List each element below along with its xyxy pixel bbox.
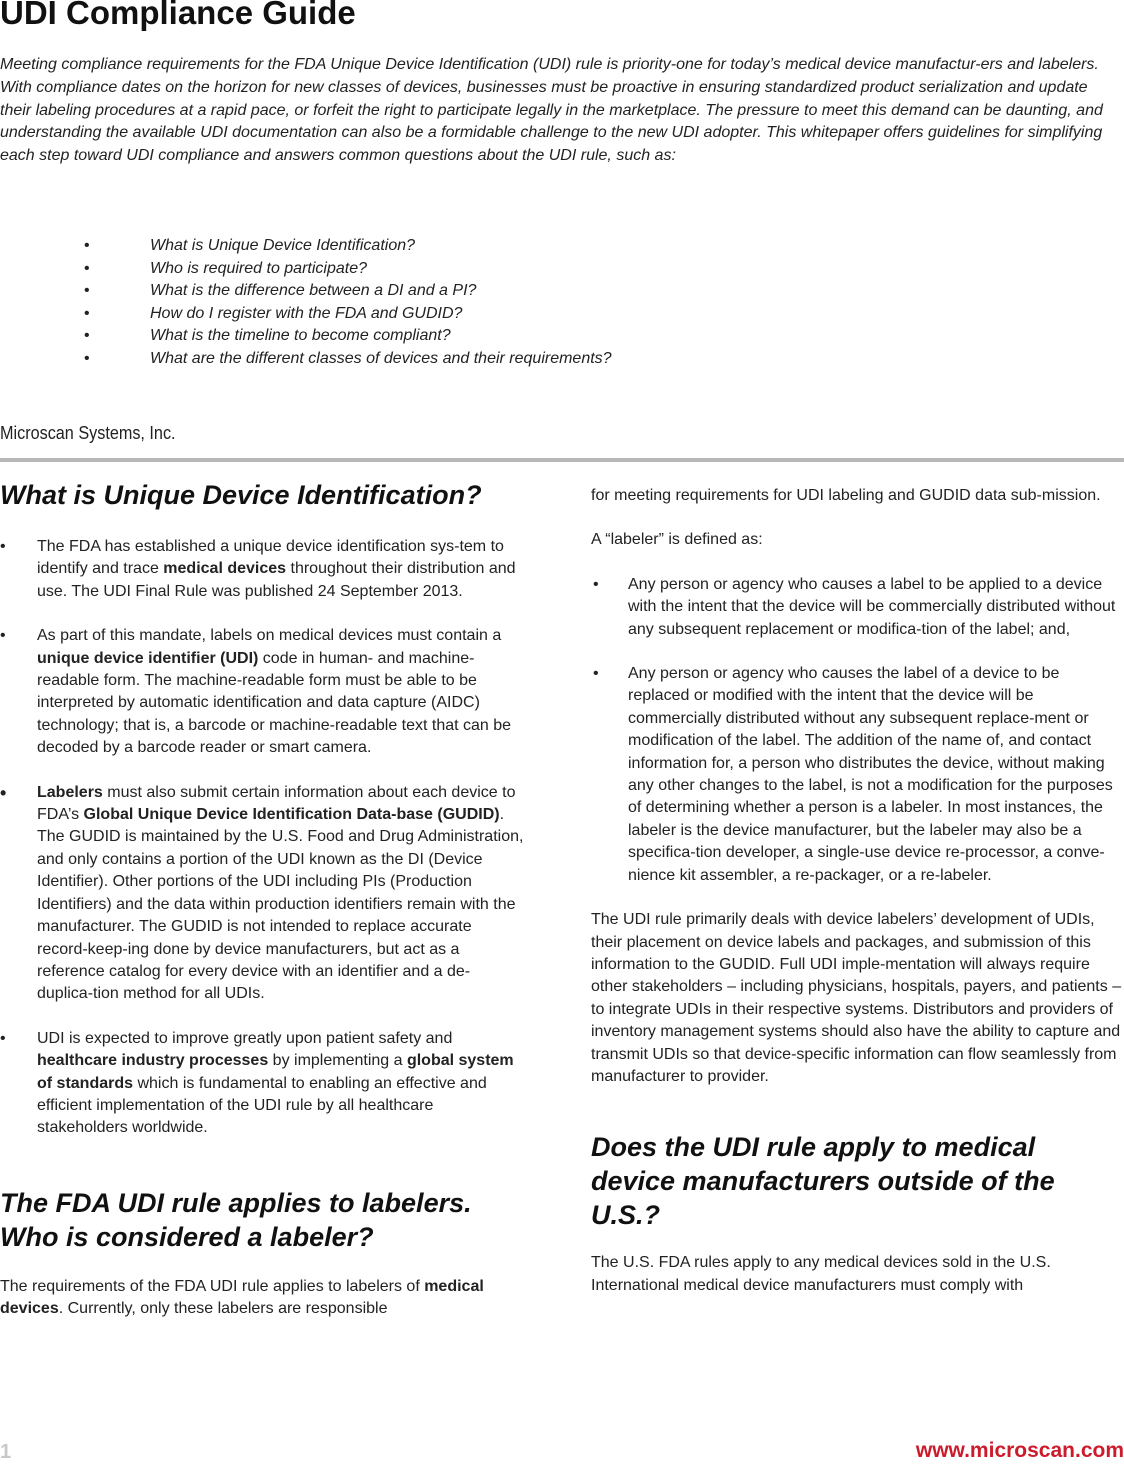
bullet-icon: • bbox=[84, 304, 90, 322]
intro-question-item bbox=[0, 325, 612, 348]
list-item bbox=[0, 625, 525, 759]
list-item-text: by implementing a bbox=[268, 1052, 407, 1070]
list-item-text: . The GUDID is maintained by the U.S. Food and Drug Administration, and only contains a portion of the UDI known as the DI (Device Identifier). Other portions of the UDI including PIs (Production Identifiers) and the data within production identifiers remain with the manufacturer. The GUDID is not intended to replace accurate record-keep-ing done by device manufacturers, but act as a reference catalog for every device with an identifier and a de-duplica-tion method for all UDIs. bbox=[37, 806, 524, 1003]
intro-question-item bbox=[0, 235, 612, 258]
left-column bbox=[0, 478, 525, 1321]
intro-question-item bbox=[0, 303, 612, 326]
website-link[interactable]: www.microscan.com bbox=[915, 1439, 1124, 1462]
right-column bbox=[591, 485, 1124, 1297]
bullet-icon: • bbox=[84, 282, 90, 300]
list-item-text: The FDA has established a unique device identification sys-tem to identify and trace bbox=[37, 538, 504, 578]
bullet-icon: • bbox=[0, 1029, 6, 1047]
labeler-definition-intro: A “labeler” is defined as: bbox=[591, 531, 763, 549]
intro-question-item bbox=[0, 348, 612, 371]
list-item-text: Any person or agency who causes the label of a device to be replaced or modified with the intent that the device will be commercially distributed without any subsequent replace-ment or modification of the label. The addition of the name of, and contact information for, a person who distributes the device, without making any other changes to the label, is not a modification for the purposes of determining whether a person is a labeler. In most instances, the labeler is the device manufacturer, but the labeler may also be a specifica-tion developer, a single-use device re-processor, a conve-nience kit assembler, a re-packager, or a re-labeler. bbox=[628, 665, 1113, 884]
intro-question-text: Who is required to participate? bbox=[150, 259, 367, 277]
list-item-emphasis: global system of standards bbox=[37, 1052, 514, 1092]
list-item-emphasis: unique device identifier (UDI) bbox=[37, 649, 259, 667]
bullet-icon: • bbox=[84, 237, 90, 254]
section-divider bbox=[0, 458, 1124, 462]
outside-us-paragraph: The U.S. FDA rules apply to any medical devices sold in the U.S. International medical device manufacturers must comply with bbox=[591, 1254, 1051, 1294]
intro-question-item bbox=[0, 280, 612, 303]
list-item-emphasis: Global Unique Device Identification Data-base (GUDID) bbox=[83, 806, 500, 824]
section-heading-udi: What is Unique Device Identification? bbox=[0, 480, 482, 510]
list-item-text: which is fundamental to enabling an effective and efficient implementation of the UDI rule by all healthcare stakeholders worldwide. bbox=[37, 1074, 487, 1137]
list-item-text: throughout their distribution and use. The UDI Final Rule was published 24 September 2013. bbox=[37, 560, 516, 600]
document-title: UDI Compliance Guide bbox=[0, 0, 356, 31]
section-heading-labelers: The FDA UDI rule applies to labelers. Who is considered a labeler? bbox=[0, 1187, 472, 1252]
bullet-icon: • bbox=[84, 349, 90, 367]
bullet-icon: • bbox=[0, 538, 6, 555]
list-item bbox=[591, 663, 1124, 887]
bullet-icon: • bbox=[0, 782, 7, 803]
bullet-icon: • bbox=[84, 259, 90, 277]
intro-question-list bbox=[0, 235, 612, 371]
list-item-emphasis: medical devices bbox=[163, 560, 287, 578]
bullet-icon: • bbox=[593, 575, 599, 593]
list-item bbox=[0, 782, 525, 1006]
labelers-paragraph-continued: for meeting requirements for UDI labeling and GUDID data sub-mission. bbox=[591, 487, 1101, 504]
bullet-icon: • bbox=[593, 665, 599, 683]
section-heading-outside-us: Does the UDI rule apply to medical device manufacturers outside of the U.S.? bbox=[591, 1132, 1055, 1231]
paragraph-text: . Currently, only these labelers are responsible bbox=[58, 1300, 388, 1318]
list-item-emphasis: healthcare industry processes bbox=[37, 1052, 269, 1070]
list-item bbox=[0, 1028, 525, 1140]
labeler-definition-list bbox=[591, 574, 1124, 887]
list-item-text: UDI is expected to improve greatly upon patient safety and bbox=[37, 1029, 453, 1047]
paragraph-text: The requirements of the FDA UDI rule applies to labelers of bbox=[0, 1277, 425, 1295]
udi-bullet-list bbox=[0, 536, 525, 1140]
page-number: 1 bbox=[0, 1441, 12, 1463]
udi-rule-paragraph: The UDI rule primarily deals with device labelers’ development of UDIs, their placement on device labels and packages, and submission of this information to the GUDID. Full UDI imple-mentation will always require other stakeholders – including physicians, hospitals, payers, and patients – to integrate UDIs in their respective systems. Distributors and providers of inventory management systems should also have the ability to capture and transmit UDIs so that device-specific information can flow seamlessly from manufacturer to provider. bbox=[591, 911, 1122, 1085]
bullet-icon: • bbox=[84, 327, 90, 345]
labelers-paragraph bbox=[0, 1276, 525, 1321]
intro-question-item bbox=[0, 258, 612, 281]
list-item-text: code in human- and machine-readable form. The machine-readable form must be able to be interpreted by automatic identification and data capture (AIDC) technology; that is, a barcode or machine-readable text that can be decoded by a barcode reader or smart camera. bbox=[37, 649, 512, 757]
list-item-emphasis: Labelers bbox=[37, 783, 103, 801]
paragraph-emphasis: medical devices bbox=[0, 1277, 484, 1318]
intro-question-text: How do I register with the FDA and GUDID? bbox=[150, 304, 463, 322]
list-item-text: Any person or agency who causes a label to be applied to a device with the intent that the device will be commercially distributed without any subsequent replacement or modifica-tion of the label; and, bbox=[628, 575, 1116, 638]
intro-paragraph: Meeting compliance requirements for the FDA Unique Device Identification (UDI) rule is priority-one for today’s medical device manufactur-ers and labelers. With compliance dates on the horizon for new classes of devices, businesses must be proactive in ensuring standardized product serialization and update their labeling procedures at a rapid pace, or forfeit the right to participate legally in the marketplace. The pressure to meet this demand can be daunting, and understanding the available UDI documentation can also be a formidable challenge to the new UDI adopter. This whitepaper offers guidelines for simplifying each step toward UDI compliance and answers common questions about the UDI rule, such as: bbox=[0, 56, 1103, 165]
list-item bbox=[0, 536, 525, 603]
intro-question-text: What are the different classes of devices and their requirements? bbox=[150, 349, 612, 367]
intro-question-text: What is Unique Device Identification? bbox=[150, 237, 416, 254]
intro-question-text: What is the difference between a DI and a PI? bbox=[150, 282, 477, 300]
list-item-text: As part of this mandate, labels on medical devices must contain a bbox=[37, 627, 502, 645]
list-item-text: must also submit certain information about each device to FDA’s bbox=[37, 783, 516, 824]
company-name: Microscan Systems, Inc. bbox=[0, 423, 176, 443]
intro-question-text: What is the timeline to become compliant? bbox=[150, 327, 451, 345]
list-item bbox=[591, 574, 1124, 641]
bullet-icon: • bbox=[0, 627, 6, 645]
